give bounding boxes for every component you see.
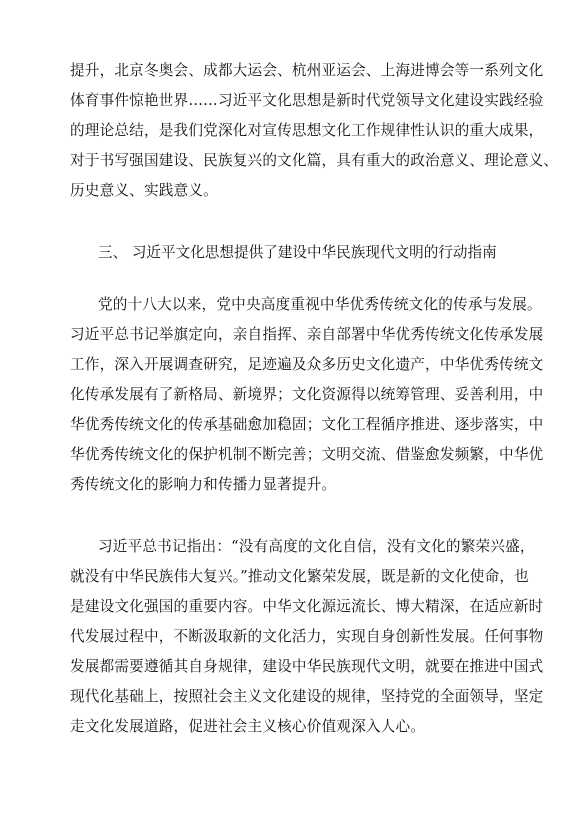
paragraph-line: 代发展过程中，不断汲取新的文化活力，实现自身创新性发展。任何事物 [70, 628, 544, 645]
paragraph-1 [70, 56, 559, 206]
paragraph-line: 提升，北京冬奥会、成都大运会、杭州亚运会、上海进博会等一系列文化 [70, 62, 544, 79]
paragraph-line: 秀传统文化的影响力和传播力显著提升。 [70, 476, 337, 493]
section-heading: 三、 习近平文化思想提供了建设中华民族现代文明的行动指南 [98, 244, 497, 261]
paragraph-line: 体育事件惊艳世界……习近平文化思想是新时代党领导文化建设实践经验 [70, 92, 544, 109]
paragraph-line: 工作，深入开展调查研究，足迹遍及众多历史文化遗产，中华优秀传统文 [70, 356, 544, 373]
paragraph-line: 就没有中华民族伟大复兴。”推动文化繁荣发展，既是新的文化使命，也 [70, 568, 529, 585]
paragraph-line: 现代化基础上，按照社会主义文化建设的规律，坚持党的全面领导，坚定 [70, 688, 544, 705]
paragraph-line: 化传承发展有了新格局、新境界；文化资源得以统筹管理、妥善利用，中 [70, 386, 544, 403]
paragraph-2 [70, 290, 544, 500]
paragraph-line: 华优秀传统文化的传承基础愈加稳固；文化工程循序推进、逐步落实，中 [70, 416, 544, 433]
paragraph-line: 华优秀传统文化的保护机制不断完善；文明交流、借鉴愈发频繁，中华优 [70, 446, 544, 463]
paragraph-line: 发展都需要遵循其自身规律，建设中华民族现代文明，就要在推进中国式 [70, 658, 544, 675]
paragraph-line: 历史意义、实践意义。 [70, 182, 218, 199]
paragraph-line: 的理论总结，是我们党深化对宣传思想文化工作规律性认识的重大成果， [70, 122, 544, 139]
paragraph-line: 对于书写强国建设、民族复兴的文化篇，具有重大的政治意义、理论意义、 [70, 152, 559, 169]
paragraph-line: 走文化发展道路，促进社会主义核心价值观深入人心。 [70, 718, 426, 735]
paragraph-line: 习近平总书记指出：“没有高度的文化自信，没有文化的繁荣兴盛， [98, 538, 535, 555]
paragraph-3 [70, 532, 544, 742]
paragraph-line: 是建设文化强国的重要内容。中华文化源远流长、博大精深，在适应新时 [70, 598, 544, 615]
paragraph-line: 党的十八大以来，党中央高度重视中华优秀传统文化的传承与发展。 [98, 296, 542, 313]
paragraph-line: 习近平总书记举旗定向，亲自指挥、亲自部署中华优秀传统文化传承发展 [70, 326, 544, 343]
